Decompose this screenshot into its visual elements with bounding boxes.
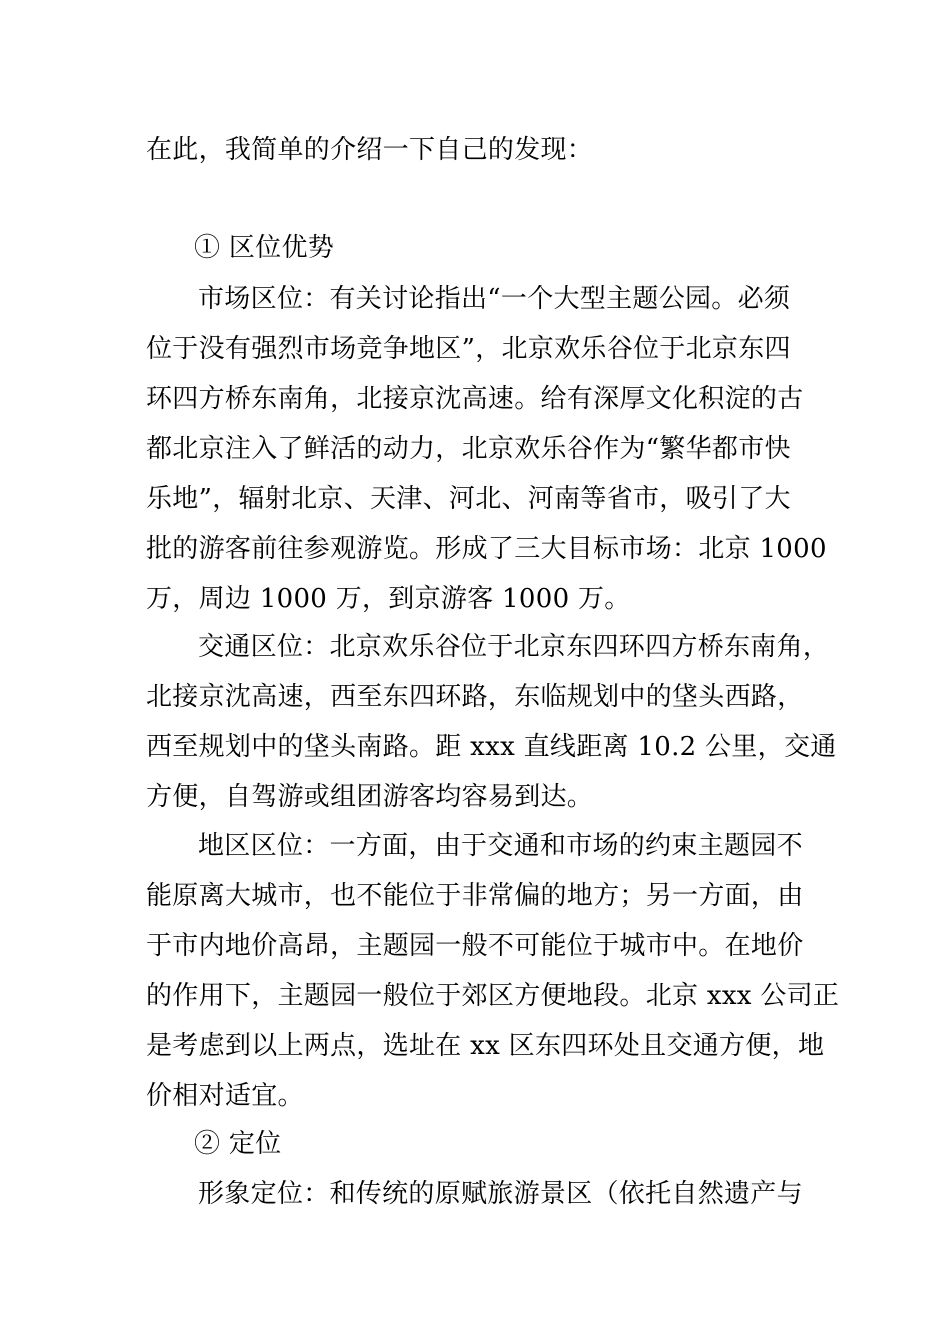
paragraph-line: 市场区位：有关讨论指出“一个大型主题公园。必须 [198, 284, 791, 314]
paragraph-line: 西至规划中的垡头南路。距 xxx 直线距离 10.2 公里，交通 [146, 732, 837, 762]
paragraph-image-positioning [146, 1169, 808, 1219]
intro-line: 在此，我简单的介绍一下自己的发现： [146, 135, 594, 165]
section-heading-positioning: ② 定位 [194, 1129, 282, 1159]
paragraph-line: 乐地”，辐射北京、天津、河北、河南等省市，吸引了大 [146, 484, 791, 514]
paragraph-line: 能原离大城市，也不能位于非常偏的地方；另一方面，由 [146, 881, 804, 911]
paragraph-line: 方便，自驾游或组团游客均容易到达。 [146, 782, 594, 812]
paragraph-line: 批的游客前往参观游览。形成了三大目标市场：北京 1000 [146, 534, 827, 564]
paragraph-line: 位于没有强烈市场竞争地区”，北京欢乐谷位于北京东四 [146, 334, 791, 364]
paragraph-line: 价相对适宜。 [146, 1081, 304, 1111]
paragraph-region-location [146, 821, 840, 1121]
paragraph-line: 于市内地价高昂，主题园一般不可能位于城市中。在地价 [146, 931, 804, 961]
section-heading-location: ① 区位优势 [194, 233, 335, 263]
paragraph-line: 交通区位：北京欢乐谷位于北京东四环四方桥东南角， [198, 632, 830, 662]
paragraph-line: 北接京沈高速，西至东四环路，东临规划中的垡头西路， [146, 682, 804, 712]
paragraph-line: 是考虑到以上两点，选址在 xx 区东四环处且交通方便，地 [146, 1031, 825, 1061]
paragraph-line: 都北京注入了鲜活的动力，北京欢乐谷作为“繁华都市快 [146, 434, 791, 464]
paragraph-line: 地区区位：一方面，由于交通和市场的约束主题园不 [198, 831, 803, 861]
paragraph-market-location [146, 274, 827, 624]
paragraph-line: 形象定位：和传统的原赋旅游景区（依托自然遗产与 [198, 1179, 803, 1209]
paragraph-traffic-location [146, 622, 837, 822]
paragraph-line: 环四方桥东南角，北接京沈高速。给有深厚文化积淀的古 [146, 384, 804, 414]
paragraph-line: 万，周边 1000 万，到京游客 1000 万。 [146, 584, 631, 614]
paragraph-line: 的作用下，主题园一般位于郊区方便地段。北京 xxx 公司正 [146, 981, 840, 1011]
